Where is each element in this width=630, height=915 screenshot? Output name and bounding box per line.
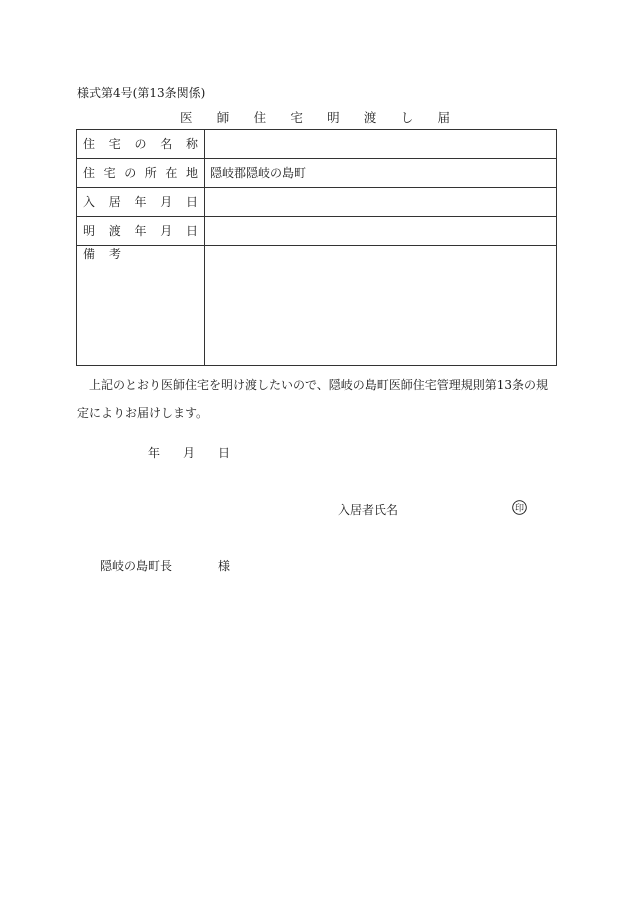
label-char: 住 [83,137,96,151]
title-char: 医 [180,110,193,125]
row-move-in-date [77,188,557,217]
field-housing-location-value: 隠岐郡隠岐の島町 [210,166,307,180]
label-char: 居 [108,195,121,209]
submission-date [148,444,230,461]
addressee-honorific: 様 [218,559,231,573]
label-housing-name [77,130,205,159]
label-char: 地 [185,166,198,180]
resident-name-label: 入居者氏名 [338,503,399,517]
label-char: 所 [144,166,157,180]
date-day-label: 日 [217,446,230,460]
addressee-name: 隠岐の島町長 [100,559,173,573]
field-vacate-date[interactable] [205,217,557,246]
row-vacate-date [77,217,557,246]
label-char: 住 [83,166,96,180]
row-remarks [77,246,557,366]
row-housing-name [77,130,557,159]
form-number: 様式第4号(第13条関係) [77,86,206,100]
field-housing-location[interactable] [205,159,557,188]
form-table [76,129,557,366]
statement-text: 上記のとおり医師住宅を明け渡したいので、隠岐の島町医師住宅管理規則第13条の規定によりお届けします。 [77,378,549,420]
title-char: 渡 [363,110,377,125]
date-year-label: 年 [148,446,161,460]
seal-icon [512,500,527,515]
field-housing-name[interactable] [205,130,557,159]
seal-char: 印 [514,504,525,514]
label-char: 渡 [108,224,121,238]
label-char: 備 [83,247,96,261]
label-char: 日 [185,224,198,238]
title-char: 届 [437,110,450,125]
field-remarks[interactable] [205,246,557,366]
label-move-in-date [77,188,205,217]
label-char: 日 [185,195,198,209]
title-char: 宅 [290,110,303,125]
label-char: 年 [134,195,147,209]
label-housing-location [77,159,205,188]
label-char: 年 [134,224,147,238]
label-char: 名 [160,137,173,151]
label-char: 明 [83,224,96,238]
row-housing-location [77,159,557,188]
label-char: 入 [83,195,96,209]
title-char: 明 [327,110,340,125]
title-char: 住 [253,110,267,125]
field-move-in-date[interactable] [205,188,557,217]
date-month-label: 月 [182,446,195,460]
label-char: 称 [185,137,198,151]
label-char: 在 [165,166,178,180]
label-vacate-date [77,217,205,246]
label-char: 月 [160,195,173,209]
label-char: の [124,166,137,180]
label-char: 考 [109,247,122,261]
label-char: 宅 [108,137,121,151]
title-char: し [400,110,414,125]
label-remarks [77,246,205,366]
form-title [180,108,450,126]
label-char: の [134,137,147,151]
label-char: 宅 [103,166,116,180]
label-char: 月 [160,224,173,238]
title-char: 師 [216,110,230,125]
